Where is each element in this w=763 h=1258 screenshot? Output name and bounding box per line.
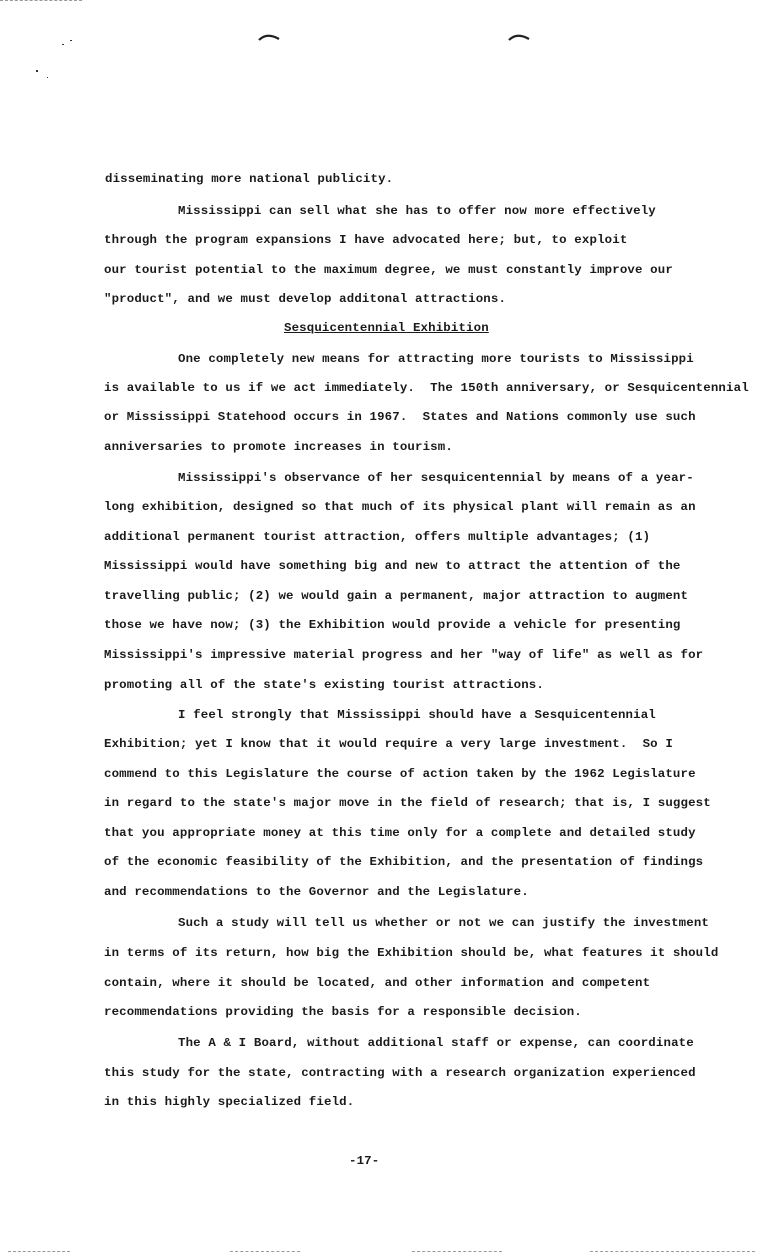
scan-edge-top <box>0 0 82 2</box>
scan-edge-bottom <box>590 1251 755 1253</box>
text-line: travelling public; (2) we would gain a permanent, major attraction to augment <box>104 589 689 603</box>
text-line: additional permanent tourist attraction, offers multiple advantages; (1) <box>104 530 651 544</box>
binder-mark-left <box>258 32 280 42</box>
text-line: Such a study will tell us whether or not we can justify the investment <box>178 916 709 930</box>
text-line: One completely new means for attracting more tourists to Mississippi <box>178 352 694 366</box>
scan-edge-bottom <box>230 1251 300 1253</box>
text-line: promoting all of the state's existing tourist attractions. <box>104 678 544 692</box>
section-heading: Sesquicentennial Exhibition <box>284 321 489 335</box>
scan-edge-bottom <box>412 1251 502 1253</box>
text-line: recommendations providing the basis for a responsible decision. <box>104 1005 582 1019</box>
text-line: contain, where it should be located, and other information and competent <box>104 976 651 990</box>
speck <box>62 44 64 45</box>
speck <box>70 40 72 41</box>
text-line: of the economic feasibility of the Exhibition, and the presentation of findings <box>104 855 704 869</box>
text-line: Exhibition; yet I know that it would require a very large investment. So I <box>104 737 673 751</box>
text-line: commend to this Legislature the course of action taken by the 1962 Legislature <box>104 767 696 781</box>
text-line: and recommendations to the Governor and the Legislature. <box>104 885 529 899</box>
text-line: The A & I Board, without additional staff or expense, can coordinate <box>178 1036 694 1050</box>
text-line: this study for the state, contracting with a research organization experienced <box>104 1066 696 1080</box>
text-line: in this highly specialized field. <box>104 1095 355 1109</box>
text-line: in regard to the state's major move in the field of research; that is, I suggest <box>104 796 711 810</box>
text-line: is available to us if we act immediately. The 150th anniversary, or Sesquicentennial <box>104 381 749 395</box>
text-line: I feel strongly that Mississippi should have a Sesquicentennial <box>178 708 656 722</box>
speck <box>36 70 38 72</box>
text-line: through the program expansions I have advocated here; but, to exploit <box>104 233 628 247</box>
speck <box>47 77 48 78</box>
text-line: in terms of its return, how big the Exhibition should be, what features it should <box>104 946 719 960</box>
text-line: Mississippi can sell what she has to offer now more effectively <box>178 204 656 218</box>
page-number: -17- <box>349 1154 380 1168</box>
text-line: or Mississippi Statehood occurs in 1967. States and Nations commonly use such <box>104 410 696 424</box>
text-line: anniversaries to promote increases in tourism. <box>104 440 453 454</box>
text-line: long exhibition, designed so that much of its physical plant will remain as an <box>104 500 696 514</box>
text-line: Mississippi's impressive material progress and her "way of life" as well as for <box>104 648 704 662</box>
text-line: our tourist potential to the maximum degree, we must constantly improve our <box>104 263 673 277</box>
scan-edge-bottom <box>8 1251 70 1253</box>
text-line: disseminating more national publicity. <box>105 172 394 186</box>
text-line: Mississippi would have something big and new to attract the attention of the <box>104 559 681 573</box>
text-line: "product", and we must develop additonal attractions. <box>104 292 507 306</box>
text-line: those we have now; (3) the Exhibition would provide a vehicle for presenting <box>104 618 681 632</box>
text-line: Mississippi's observance of her sesquicentennial by means of a year- <box>178 471 694 485</box>
text-line: that you appropriate money at this time only for a complete and detailed study <box>104 826 696 840</box>
binder-mark-right <box>508 32 530 42</box>
